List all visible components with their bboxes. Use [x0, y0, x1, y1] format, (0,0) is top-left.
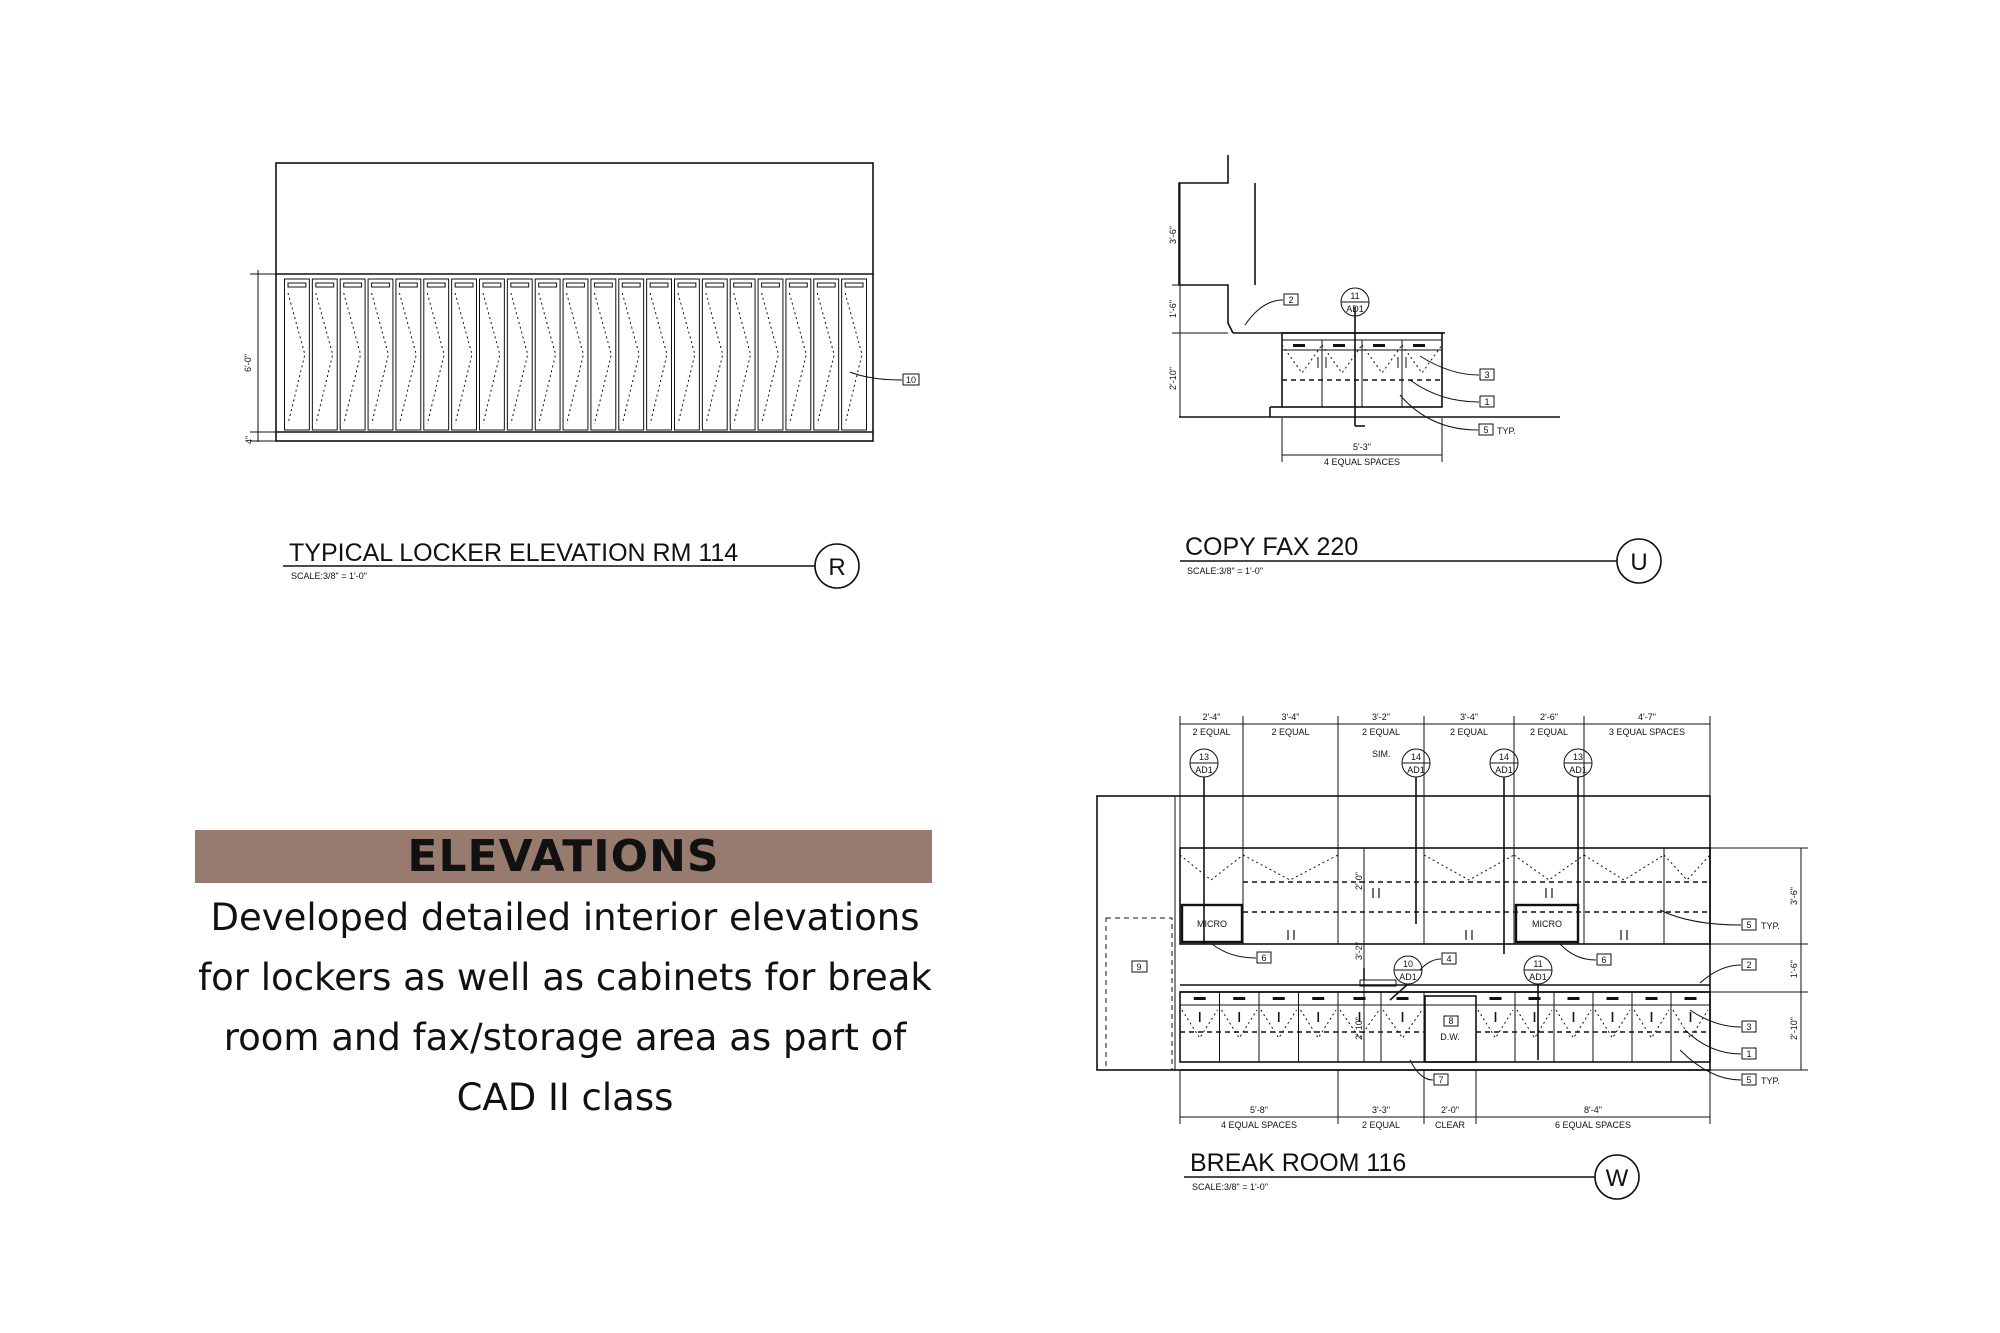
- br-detail-sheet: AD1: [1529, 972, 1547, 982]
- br-dw-label: D.W.: [1440, 1032, 1460, 1042]
- br-drawer-pull: [1685, 997, 1697, 1000]
- br-drawer-pull: [1646, 997, 1658, 1000]
- br-leader: [1660, 910, 1741, 925]
- br-tag-9: 9: [1136, 962, 1142, 972]
- locker-vent: [845, 283, 863, 287]
- br-top-dim-value: 4'-7": [1638, 712, 1656, 722]
- copyfax-title: COPY FAX 220: [1185, 533, 1359, 561]
- locker-vent: [288, 283, 306, 287]
- copyfax-leader: [1400, 395, 1478, 430]
- description-line-3: room and fax/storage area as part of: [223, 1016, 907, 1059]
- br-detail-num: 14: [1410, 752, 1422, 762]
- locker-vent: [483, 283, 501, 287]
- br-drawer-pull: [1490, 997, 1502, 1000]
- br-detail-sheet: AD1: [1569, 765, 1587, 775]
- elevations-banner: [195, 830, 932, 883]
- br-tag-7: 7: [1438, 1075, 1444, 1085]
- locker-vent: [511, 283, 529, 287]
- br-top-dim-note: 2 EQUAL: [1361, 727, 1401, 737]
- locker-swing: [483, 293, 500, 424]
- copyfax-pull: [1373, 344, 1385, 347]
- copyfax-leader: [1245, 300, 1283, 325]
- locker-tag: 10: [905, 375, 917, 385]
- locker-elevation: [243, 163, 919, 588]
- locker-swing: [567, 293, 584, 424]
- br-top-dim-note: 3 EQUAL SPACES: [1608, 727, 1686, 737]
- locker-mark-letter: R: [828, 554, 846, 581]
- copyfax-tag-5: 5: [1483, 425, 1489, 435]
- br-detail-sheet: AD1: [1495, 765, 1513, 775]
- locker-door: [814, 279, 839, 430]
- br-top-dim-value: 3'-4": [1281, 712, 1300, 722]
- locker-door: [480, 279, 505, 430]
- locker-door: [758, 279, 783, 430]
- br-leader: [1685, 1030, 1741, 1054]
- locker-door: [340, 279, 365, 430]
- locker-vent: [455, 283, 473, 287]
- br-inner-mid-dim: 3'-2": [1354, 942, 1364, 960]
- locker-height-dim: 6'-0": [243, 354, 253, 372]
- copyfax-lower-dim: 2'-10": [1168, 367, 1178, 390]
- br-tag-2: 2: [1746, 960, 1752, 970]
- br-upper-cabinets: [1180, 848, 1710, 944]
- locker-door: [591, 279, 616, 430]
- br-leader: [1560, 944, 1596, 960]
- locker-swing: [455, 293, 472, 424]
- br-tag-8: 8: [1448, 1016, 1454, 1026]
- br-base-fronts: [1180, 992, 1710, 1062]
- locker-vent: [372, 283, 390, 287]
- locker-door: [675, 279, 700, 430]
- locker-vent: [762, 283, 780, 287]
- locker-vent: [427, 283, 445, 287]
- break-room-elevation: [1097, 712, 1808, 1199]
- locker-swing: [817, 293, 834, 424]
- copyfax-pull: [1293, 344, 1305, 347]
- locker-door: [396, 279, 421, 430]
- locker-vent: [399, 283, 417, 287]
- locker-swing: [539, 293, 556, 424]
- copyfax-scale: SCALE:3/8" = 1'-0": [1187, 566, 1263, 576]
- br-bottom-dim-note: 2 EQUAL: [1361, 1120, 1401, 1130]
- locker-door: [702, 279, 727, 430]
- br-mid-dim: 1'-6": [1789, 960, 1799, 978]
- br-wall-outline: [1097, 796, 1710, 1070]
- copyfax-mark-letter: U: [1630, 549, 1648, 576]
- locker-elevation-title: TYPICAL LOCKER ELEVATION RM 114: [289, 539, 739, 567]
- br-tag-1: 1: [1746, 1049, 1752, 1059]
- br-micro-label-right: MICRO: [1532, 919, 1562, 929]
- description-line-4: CAD II class: [456, 1076, 674, 1119]
- description-line-2: for lockers as well as cabinets for break: [198, 956, 932, 999]
- br-drawer-pull: [1312, 997, 1324, 1000]
- br-top-dim-value: 3'-4": [1460, 712, 1478, 722]
- br-bottom-dim-note: 4 EQUAL SPACES: [1220, 1120, 1298, 1130]
- locker-door: [424, 279, 449, 430]
- br-upper-handles: [1288, 888, 1627, 940]
- locker-swing: [344, 293, 361, 424]
- locker-swing: [622, 293, 639, 424]
- br-sim-note: SIM.: [1372, 749, 1391, 759]
- locker-door: [842, 279, 867, 430]
- locker-swing: [678, 293, 695, 424]
- br-tag-6b: 6: [1601, 955, 1607, 965]
- locker-door: [619, 279, 644, 430]
- br-bottom-dim-note: CLEAR: [1434, 1120, 1466, 1130]
- br-top-dim-note: 2 EQUAL: [1449, 727, 1489, 737]
- br-bottom-dim-value: 8'-4": [1584, 1105, 1602, 1115]
- copyfax-tag-1: 1: [1484, 397, 1490, 407]
- br-drawer-pull: [1233, 997, 1245, 1000]
- copyfax-width-dim: 5'-3": [1353, 442, 1371, 452]
- locker-vent: [734, 283, 752, 287]
- br-tag-5a: 5: [1746, 920, 1752, 930]
- locker-swing: [845, 293, 862, 424]
- locker-swing: [650, 293, 667, 424]
- locker-swing: [706, 293, 723, 424]
- br-upper-dim: 3'-6": [1789, 887, 1799, 905]
- copyfax-pull: [1413, 344, 1425, 347]
- br-tag-4: 4: [1446, 954, 1452, 964]
- copyfax-tag-3: 3: [1484, 370, 1490, 380]
- locker-swing: [594, 293, 611, 424]
- locker-door: [535, 279, 560, 430]
- locker-door: [647, 279, 672, 430]
- br-detail-num: 10: [1402, 959, 1414, 969]
- br-upper-door-swings: [1180, 855, 1710, 880]
- br-tag-5b: 5: [1746, 1075, 1752, 1085]
- locker-vent: [594, 283, 612, 287]
- br-drawer-pull: [1194, 997, 1206, 1000]
- br-detail-sheet: AD1: [1407, 765, 1425, 775]
- br-drawer-pull: [1568, 997, 1580, 1000]
- locker-door: [786, 279, 811, 430]
- locker-leader: [850, 372, 902, 380]
- locker-scale: SCALE:3/8" = 1'-0": [291, 571, 367, 581]
- br-tag-3: 3: [1746, 1022, 1752, 1032]
- copyfax-mid-dim: 1'-6": [1168, 300, 1178, 318]
- copyfax-typ-note: TYP.: [1497, 426, 1516, 436]
- locker-vent: [567, 283, 585, 287]
- br-top-dim-note: 2 EQUAL: [1529, 727, 1569, 737]
- locker-vent: [817, 283, 835, 287]
- locker-door: [563, 279, 588, 430]
- copyfax-detail-num: 11: [1350, 291, 1360, 301]
- br-drawer-pull: [1607, 997, 1619, 1000]
- locker-vent: [344, 283, 362, 287]
- locker-door: [452, 279, 477, 430]
- section-description: [180, 888, 950, 1128]
- br-inner-lower-dim: 2'-10": [1354, 1017, 1364, 1040]
- br-top-dim-note: 2 EQUAL: [1192, 727, 1231, 737]
- br-drawer-pull: [1397, 997, 1409, 1000]
- br-tag-6a: 6: [1261, 953, 1267, 963]
- br-refrigerator: [1106, 918, 1172, 1070]
- break-room-title: BREAK ROOM 116: [1190, 1149, 1407, 1177]
- br-detail-num: 13: [1198, 752, 1210, 762]
- br-detail-num: 14: [1498, 752, 1510, 762]
- br-bottom-dim-value: 3'-3": [1372, 1105, 1390, 1115]
- locker-doors: [285, 279, 867, 430]
- br-drawer-pull: [1273, 997, 1285, 1000]
- locker-vent: [622, 283, 640, 287]
- br-leader: [1420, 959, 1441, 970]
- br-leader: [1690, 1010, 1741, 1027]
- br-leader: [1700, 965, 1741, 983]
- locker-base-dim: 4": [244, 435, 254, 444]
- locker-swing: [762, 293, 779, 424]
- br-bottom-dim-value: 2'-0": [1441, 1105, 1459, 1115]
- locker-door: [285, 279, 310, 430]
- br-inner-upper-dim: 2'-0": [1354, 872, 1364, 890]
- locker-swing: [288, 293, 305, 424]
- break-room-mark-letter: W: [1605, 1165, 1629, 1192]
- br-bottom-dim-value: 5'-8": [1250, 1105, 1268, 1115]
- copy-fax-elevation: [1168, 155, 1661, 583]
- locker-swing: [399, 293, 416, 424]
- locker-swing: [511, 293, 528, 424]
- break-room-bottom-dims: [1180, 1070, 1710, 1130]
- locker-swing: [316, 293, 333, 424]
- locker-vent: [706, 283, 724, 287]
- copyfax-wall-profile: [1179, 155, 1233, 333]
- br-top-dim-value: 3'-2": [1372, 712, 1390, 722]
- break-room-top-dims: [1180, 712, 1710, 848]
- locker-swing: [372, 293, 389, 424]
- description-line-1: Developed detailed interior elevations: [210, 896, 920, 939]
- br-micro-label-left: MICRO: [1197, 919, 1227, 929]
- locker-swing: [734, 293, 751, 424]
- locker-swing: [427, 293, 444, 424]
- br-detail-sheet: AD1: [1399, 972, 1417, 982]
- locker-vent: [678, 283, 696, 287]
- br-detail-num: 13: [1572, 752, 1584, 762]
- br-top-dim-value: 2'-4": [1202, 712, 1221, 722]
- br-bottom-dim-note: 6 EQUAL SPACES: [1554, 1120, 1632, 1130]
- locker-vent: [316, 283, 334, 287]
- section-heading: ELEVATIONS: [407, 831, 720, 882]
- locker-door: [312, 279, 337, 430]
- copyfax-spaces-note: 4 EQUAL SPACES: [1323, 457, 1401, 467]
- br-typ-note-a: TYP.: [1761, 921, 1780, 931]
- br-top-dim-value: 2'-6": [1540, 712, 1558, 722]
- br-detail-num: 11: [1533, 959, 1543, 969]
- locker-swing: [789, 293, 806, 424]
- locker-vent: [539, 283, 557, 287]
- br-typ-note-b: TYP.: [1761, 1076, 1780, 1086]
- locker-vent: [650, 283, 668, 287]
- br-top-dim-note: 2 EQUAL: [1271, 727, 1310, 737]
- copyfax-leader: [1410, 380, 1479, 402]
- locker-door: [730, 279, 755, 430]
- break-room-scale: SCALE:3/8" = 1'-0": [1192, 1182, 1268, 1192]
- br-detail-sheet: AD1: [1195, 765, 1213, 775]
- br-leader: [1212, 944, 1256, 958]
- copyfax-leader: [1420, 356, 1479, 375]
- locker-door: [368, 279, 393, 430]
- br-lower-dim: 2'-10": [1789, 1017, 1799, 1040]
- locker-vent: [789, 283, 807, 287]
- copyfax-tag-2: 2: [1288, 295, 1294, 305]
- copyfax-detail-sheet: AD1: [1346, 304, 1364, 314]
- copyfax-upper-dim: 3'-6": [1168, 226, 1178, 244]
- locker-door: [507, 279, 532, 430]
- copyfax-pull: [1333, 344, 1345, 347]
- br-dishwasher: [1425, 996, 1476, 1062]
